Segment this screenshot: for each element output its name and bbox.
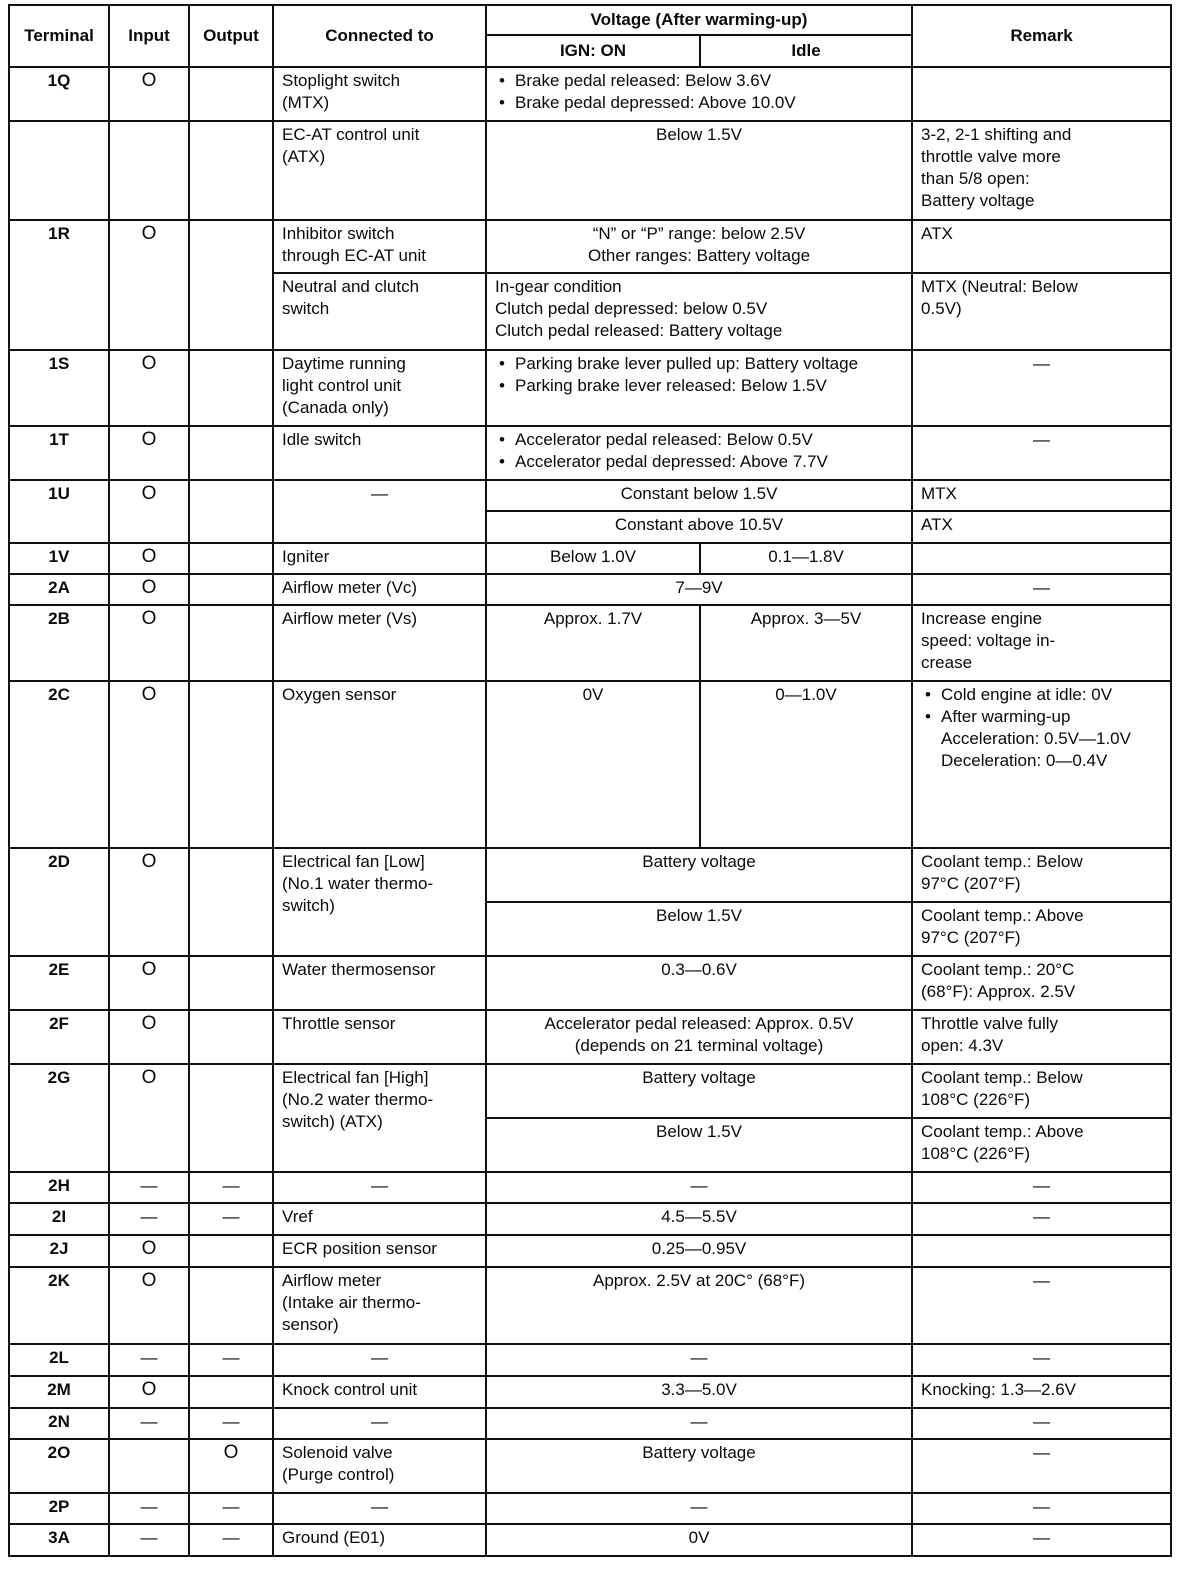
output-cell: [189, 350, 273, 426]
output-cell: [189, 121, 273, 220]
voltage-cell: [486, 1010, 912, 1064]
output-cell: [189, 220, 273, 350]
voltage-cell: —: [486, 1493, 912, 1524]
text-line: Coolant temp.: Above: [921, 1122, 1084, 1141]
text-line: Increase engine: [921, 609, 1042, 628]
connected-cell: ECR position sensor: [273, 1235, 486, 1267]
remark-cell: [912, 273, 1171, 350]
header-idle: Idle: [700, 35, 912, 67]
text-line: switch: [282, 299, 330, 318]
text-line: (68°F): Approx. 2.5V: [921, 982, 1076, 1001]
bullet-item: • Accelerator pedal released: Below 0.5V: [495, 429, 903, 451]
input-cell: O: [109, 67, 189, 121]
terminal-cell: 2P: [9, 1493, 109, 1524]
voltage-cell: —: [486, 1344, 912, 1376]
remark-cell: —: [912, 1524, 1171, 1556]
text-line: 97°C (207°F): [921, 874, 1021, 893]
terminal-cell: 2A: [9, 574, 109, 605]
terminal-cell: 2H: [9, 1172, 109, 1203]
table-row: [9, 1439, 1171, 1493]
text-line: (No.2 water thermo-: [282, 1090, 434, 1109]
table-row: [9, 1524, 1171, 1556]
connected-cell: Airflow meter (Vs): [273, 605, 486, 681]
bullet-item: • Cold engine at idle: 0V: [921, 684, 1162, 706]
table-row: [9, 1376, 1171, 1408]
terminal-cell: 2O: [9, 1439, 109, 1493]
connected-cell: Ground (E01): [273, 1524, 486, 1556]
terminal-cell: 2M: [9, 1376, 109, 1408]
input-cell: O: [109, 350, 189, 426]
text-line: 97°C (207°F): [921, 928, 1021, 947]
text-line: speed: voltage in-: [921, 631, 1056, 650]
text-line: (Canada only): [282, 398, 389, 417]
connected-cell: —: [273, 1408, 486, 1439]
text-line: Electrical fan [High]: [282, 1068, 429, 1087]
text-line: throttle valve more: [921, 147, 1061, 166]
input-cell: O: [109, 220, 189, 350]
table-row: [9, 1344, 1171, 1376]
text-line: Inhibitor switch: [282, 224, 395, 243]
output-cell: [189, 480, 273, 543]
text-line: EC-AT control unit: [282, 125, 420, 144]
connected-cell: [273, 848, 486, 956]
input-cell: O: [109, 1010, 189, 1064]
connected-cell: [273, 273, 486, 350]
terminal-cell: 2E: [9, 956, 109, 1010]
remark-cell: [912, 1235, 1171, 1267]
text-line: sensor): [282, 1315, 339, 1334]
voltage-cell: 0V: [486, 1524, 912, 1556]
remark-cell: —: [912, 1493, 1171, 1524]
terminal-cell: 1V: [9, 543, 109, 574]
input-cell: O: [109, 543, 189, 574]
bullet-item: • Brake pedal released: Below 3.6V: [495, 70, 903, 92]
table-row: [9, 350, 1171, 426]
remark-cell: [912, 902, 1171, 956]
header-input: Input: [109, 5, 189, 67]
connected-cell: Water thermosensor: [273, 956, 486, 1010]
voltage-cell: 0.3—0.6V: [486, 956, 912, 1010]
connected-cell: [273, 1267, 486, 1344]
idle-cell: Approx. 3—5V: [700, 605, 912, 681]
text-line: Coolant temp.: 20°C: [921, 960, 1075, 979]
input-cell: O: [109, 956, 189, 1010]
connected-cell: [273, 1439, 486, 1493]
remark-cell: —: [912, 1408, 1171, 1439]
output-cell: [189, 1376, 273, 1408]
output-cell: —: [189, 1408, 273, 1439]
table-row: [9, 121, 1171, 220]
input-cell: [109, 1439, 189, 1493]
text-line: Stoplight switch: [282, 71, 401, 90]
text-line: Electrical fan [Low]: [282, 852, 425, 871]
remark-cell: ATX: [912, 220, 1171, 273]
voltage-cell: Constant below 1.5V: [486, 480, 912, 511]
connected-cell: Idle switch: [273, 426, 486, 480]
remark-cell: —: [912, 426, 1171, 480]
text-line: Clutch pedal released: Battery voltage: [495, 321, 783, 340]
input-cell: O: [109, 574, 189, 605]
table-row: [9, 1235, 1171, 1267]
output-cell: [189, 1235, 273, 1267]
voltage-cell: Below 1.5V: [486, 1118, 912, 1172]
text-line: through EC-AT unit: [282, 246, 426, 265]
remark-cell: Knocking: 1.3—2.6V: [912, 1376, 1171, 1408]
connected-cell: Knock control unit: [273, 1376, 486, 1408]
ign-on-cell: Below 1.0V: [486, 543, 700, 574]
remark-cell: [912, 543, 1171, 574]
bullet-item: • After warming-up Acceleration: 0.5V—1.0V Deceleration: 0—0.4V: [921, 706, 1162, 772]
output-cell: —: [189, 1172, 273, 1203]
table-row: [9, 1203, 1171, 1235]
header-ign-on: IGN: ON: [486, 35, 700, 67]
output-cell: [189, 605, 273, 681]
remark-cell: [912, 681, 1171, 848]
text-line: Coolant temp.: Below: [921, 1068, 1083, 1087]
output-cell: [189, 956, 273, 1010]
text-line: (depends on 21 terminal voltage): [574, 1036, 824, 1055]
connected-cell: Vref: [273, 1203, 486, 1235]
voltage-cell: Below 1.5V: [486, 121, 912, 220]
connected-cell: Oxygen sensor: [273, 681, 486, 848]
text-line: 0.5V): [921, 299, 962, 318]
text-line: MTX (Neutral: Below: [921, 277, 1078, 296]
remark-cell: MTX: [912, 480, 1171, 511]
idle-cell: 0—1.0V: [700, 681, 912, 848]
output-cell: —: [189, 1493, 273, 1524]
output-cell: [189, 1267, 273, 1344]
input-cell: O: [109, 1235, 189, 1267]
text-line: Coolant temp.: Above: [921, 906, 1084, 925]
remark-cell: [912, 1010, 1171, 1064]
connected-cell: Throttle sensor: [273, 1010, 486, 1064]
voltage-cell: Constant above 10.5V: [486, 511, 912, 543]
remark-cell: [912, 1118, 1171, 1172]
text-line: (ATX): [282, 147, 326, 166]
terminal-cell: [9, 121, 109, 220]
text-line: Throttle valve fully: [921, 1014, 1059, 1033]
voltage-cell: —: [486, 1172, 912, 1203]
header-row: [9, 5, 1171, 35]
connected-cell: —: [273, 1493, 486, 1524]
remark-cell: [912, 67, 1171, 121]
text-line: (Purge control): [282, 1465, 395, 1484]
voltage-cell: [486, 426, 912, 480]
idle-cell: 0.1—1.8V: [700, 543, 912, 574]
terminal-cell: 2G: [9, 1064, 109, 1172]
bullet-item: • Parking brake lever released: Below 1.5V: [495, 375, 903, 397]
text-line: In-gear condition: [495, 277, 622, 296]
ign-on-cell: 0V: [486, 681, 700, 848]
bullet-item: • Brake pedal depressed: Above 10.0V: [495, 92, 903, 114]
voltage-cell: —: [486, 1408, 912, 1439]
terminal-cell: 2D: [9, 848, 109, 956]
table-row: [9, 574, 1171, 605]
voltage-cell: Below 1.5V: [486, 902, 912, 956]
output-cell: [189, 574, 273, 605]
connected-cell: —: [273, 480, 486, 543]
output-cell: [189, 426, 273, 480]
terminal-cell: 2F: [9, 1010, 109, 1064]
table-row: [9, 1267, 1171, 1344]
table-row: [9, 1408, 1171, 1439]
output-cell: [189, 1064, 273, 1172]
terminal-cell: 1Q: [9, 67, 109, 121]
output-cell: [189, 1010, 273, 1064]
input-cell: —: [109, 1203, 189, 1235]
table-row: [9, 1172, 1171, 1203]
connected-cell: Airflow meter (Vc): [273, 574, 486, 605]
voltage-cell: 3.3—5.0V: [486, 1376, 912, 1408]
output-cell: O: [189, 1439, 273, 1493]
voltage-cell: [486, 350, 912, 426]
input-cell: O: [109, 681, 189, 848]
voltage-cell: Battery voltage: [486, 1064, 912, 1118]
table-row: [9, 220, 1171, 273]
output-cell: [189, 67, 273, 121]
voltage-cell: Battery voltage: [486, 848, 912, 902]
input-cell: O: [109, 1267, 189, 1344]
input-cell: O: [109, 1064, 189, 1172]
remark-cell: [912, 121, 1171, 220]
table-row: [9, 426, 1171, 480]
text-line: Clutch pedal depressed: below 0.5V: [495, 299, 768, 318]
input-cell: —: [109, 1344, 189, 1376]
voltage-cell: Battery voltage: [486, 1439, 912, 1493]
header-terminal: Terminal: [9, 5, 109, 67]
terminal-cell: 2N: [9, 1408, 109, 1439]
text-line: (No.1 water thermo-: [282, 874, 434, 893]
table-row: [9, 1010, 1171, 1064]
text-line: (MTX): [282, 93, 330, 112]
voltage-cell: Approx. 2.5V at 20C° (68°F): [486, 1267, 912, 1344]
input-cell: O: [109, 480, 189, 543]
connected-cell: —: [273, 1172, 486, 1203]
remark-cell: —: [912, 1439, 1171, 1493]
text-line: Battery voltage: [921, 191, 1035, 210]
terminal-voltage-table: [8, 4, 1172, 1557]
voltage-cell: [486, 220, 912, 273]
table-row: [9, 543, 1171, 574]
terminal-cell: 2C: [9, 681, 109, 848]
text-line: Other ranges: Battery voltage: [587, 246, 811, 265]
text-line: Neutral and clutch: [282, 277, 420, 296]
header-remark: Remark: [912, 5, 1171, 67]
voltage-cell: 0.25—0.95V: [486, 1235, 912, 1267]
connected-cell: [273, 350, 486, 426]
terminal-cell: 2K: [9, 1267, 109, 1344]
header-connected-to: Connected to: [273, 5, 486, 67]
bullet-item: • Parking brake lever pulled up: Battery voltage: [495, 353, 903, 375]
terminal-cell: 2J: [9, 1235, 109, 1267]
connected-cell: Igniter: [273, 543, 486, 574]
text-line: “N” or “P” range: below 2.5V: [592, 224, 806, 243]
input-cell: —: [109, 1172, 189, 1203]
input-cell: O: [109, 605, 189, 681]
input-cell: —: [109, 1493, 189, 1524]
text-line: 3-2, 2-1 shifting and: [921, 125, 1072, 144]
table-row: [9, 1064, 1171, 1118]
input-cell: O: [109, 426, 189, 480]
voltage-cell: 4.5—5.5V: [486, 1203, 912, 1235]
remark-cell: —: [912, 1203, 1171, 1235]
voltage-cell: 7—9V: [486, 574, 912, 605]
text-line: Daytime running: [282, 354, 406, 373]
text-line: Coolant temp.: Below: [921, 852, 1083, 871]
terminal-cell: 2B: [9, 605, 109, 681]
text-line: (Intake air thermo-: [282, 1293, 421, 1312]
remark-cell: [912, 848, 1171, 902]
terminal-cell: 2I: [9, 1203, 109, 1235]
text-line: light control unit: [282, 376, 402, 395]
ign-on-cell: Approx. 1.7V: [486, 605, 700, 681]
terminal-cell: 1U: [9, 480, 109, 543]
text-line: switch): [282, 896, 335, 915]
connected-cell: [273, 67, 486, 121]
header-voltage: Voltage (After warming-up): [486, 5, 912, 35]
bullet-item: • Accelerator pedal depressed: Above 7.7V: [495, 451, 903, 473]
connected-cell: [273, 1064, 486, 1172]
output-cell: —: [189, 1524, 273, 1556]
voltage-cell: [486, 273, 912, 350]
text-line: than 5/8 open:: [921, 169, 1030, 188]
connected-cell: —: [273, 1344, 486, 1376]
output-cell: [189, 543, 273, 574]
terminal-cell: 3A: [9, 1524, 109, 1556]
terminal-cell: 1R: [9, 220, 109, 350]
remark-cell: [912, 956, 1171, 1010]
terminal-cell: 1S: [9, 350, 109, 426]
output-cell: [189, 681, 273, 848]
table-row: [9, 956, 1171, 1010]
input-cell: O: [109, 848, 189, 956]
input-cell: O: [109, 1376, 189, 1408]
table-row: [9, 1493, 1171, 1524]
table-row: [9, 848, 1171, 902]
output-cell: [189, 848, 273, 956]
remark-cell: —: [912, 1267, 1171, 1344]
table-row: [9, 480, 1171, 511]
connected-cell: [273, 220, 486, 273]
remark-cell: —: [912, 350, 1171, 426]
voltage-cell: [486, 67, 912, 121]
table-row: [9, 681, 1171, 848]
output-cell: —: [189, 1203, 273, 1235]
input-cell: [109, 121, 189, 220]
text-line: 108°C (226°F): [921, 1144, 1031, 1163]
remark-cell: —: [912, 574, 1171, 605]
remark-cell: [912, 605, 1171, 681]
input-cell: —: [109, 1408, 189, 1439]
text-line: crease: [921, 653, 973, 672]
connected-cell: [273, 121, 486, 220]
text-line: open: 4.3V: [921, 1036, 1004, 1055]
text-line: 108°C (226°F): [921, 1090, 1031, 1109]
text-line: Airflow meter: [282, 1271, 382, 1290]
text-line: Accelerator pedal released: Approx. 0.5V: [544, 1014, 854, 1033]
table-row: [9, 605, 1171, 681]
text-line: switch) (ATX): [282, 1112, 383, 1131]
text-line: Solenoid valve: [282, 1443, 393, 1462]
header-output: Output: [189, 5, 273, 67]
terminal-cell: 2L: [9, 1344, 109, 1376]
remark-cell: ATX: [912, 511, 1171, 543]
table-row: [9, 67, 1171, 121]
remark-cell: [912, 1064, 1171, 1118]
output-cell: —: [189, 1344, 273, 1376]
remark-cell: —: [912, 1172, 1171, 1203]
terminal-cell: 1T: [9, 426, 109, 480]
remark-cell: —: [912, 1344, 1171, 1376]
input-cell: —: [109, 1524, 189, 1556]
